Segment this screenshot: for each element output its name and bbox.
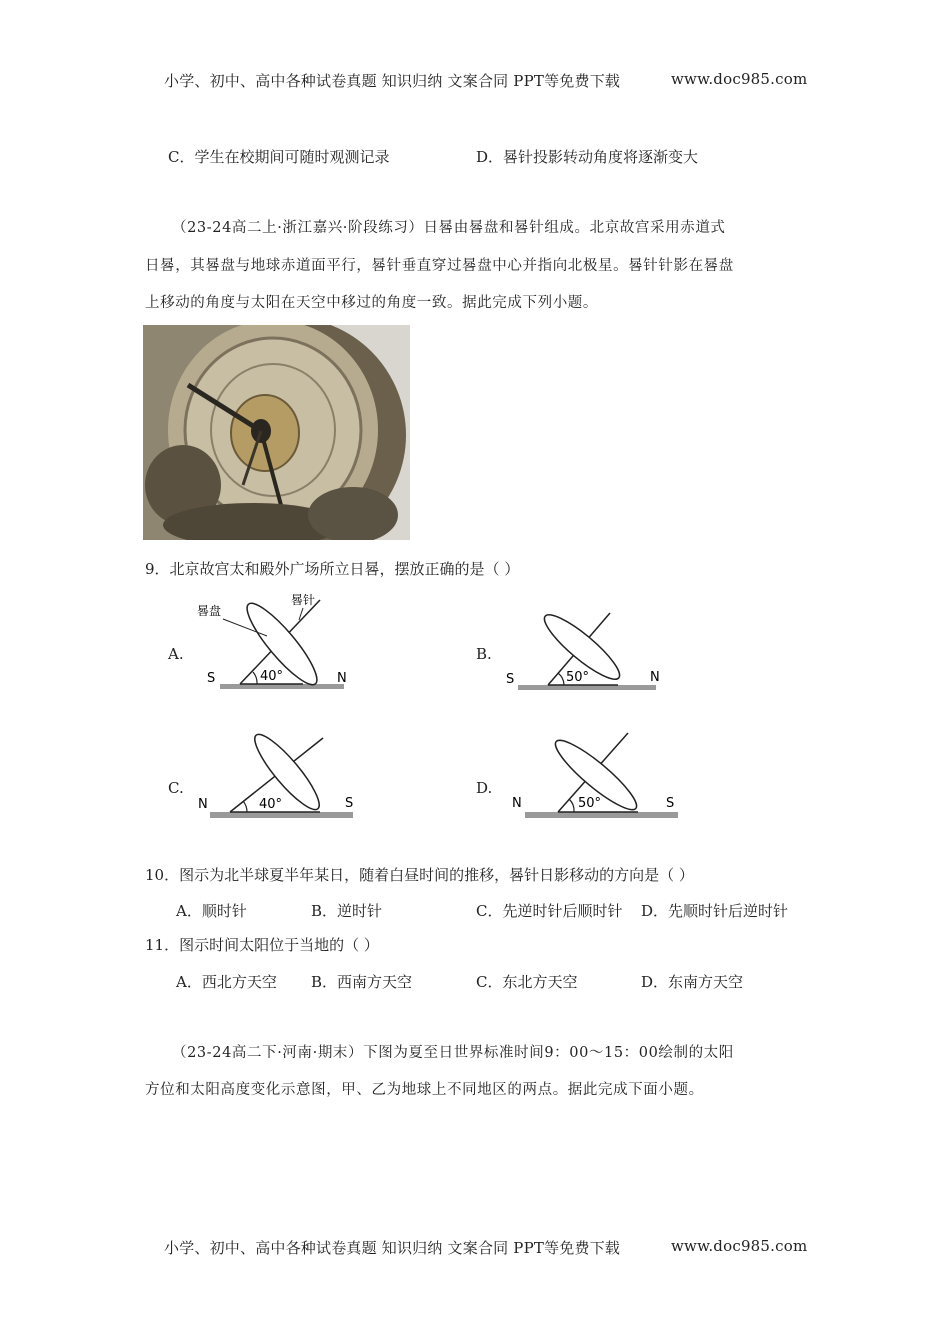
label-right: S	[345, 796, 354, 811]
q9-option-c-letter[interactable]: C.	[168, 779, 184, 797]
q9-option-b-letter[interactable]: B.	[476, 645, 492, 663]
passage1-line3: 上移动的角度与太阳在天空中移过的角度一致。据此完成下列小题。	[145, 295, 598, 311]
q11-stem: 11．图示时间太阳位于当地的（ ）	[145, 936, 379, 954]
label-left: S	[506, 672, 515, 687]
angle-label: 50°	[578, 796, 602, 811]
label-right: S	[666, 796, 675, 811]
q9-option-c-diagram	[195, 728, 360, 828]
sundial-photo	[143, 325, 410, 540]
sundial-illustration	[143, 325, 410, 540]
q9-option-d-letter[interactable]: D.	[476, 779, 493, 797]
q9-stem: 9．北京故宫太和殿外广场所立日晷，摆放正确的是（ ）	[145, 560, 520, 578]
q11-option-c[interactable]: C．东北方天空	[476, 973, 578, 991]
label-left: N	[512, 796, 522, 811]
passage1-line2: 日晷，其晷盘与地球赤道面平行，晷针垂直穿过晷盘中心并指向北极星。晷针针影在晷盘	[145, 258, 734, 274]
q10-option-c[interactable]: C．先逆时针后顺时针	[476, 902, 623, 920]
pin-label: 晷针	[291, 593, 316, 607]
q11-option-b[interactable]: B．西南方天空	[311, 973, 413, 991]
passage2-line1: （23-24高二下·河南·期末）下图为夏至日世界标准时间9：00～15：00绘制的太阳	[172, 1045, 734, 1061]
q9-option-b-diagram	[500, 605, 670, 700]
q9-option-a-diagram	[195, 588, 355, 698]
passage2-line2: 方位和太阳高度变化示意图，甲、乙为地球上不同地区的两点。据此完成下面小题。	[145, 1082, 704, 1098]
q10-stem: 10．图示为北半球夏半年某日，随着白昼时间的推移，晷针日影移动的方向是（ ）	[145, 866, 694, 884]
passage1-line1: （23-24高二上·浙江嘉兴·阶段练习）日晷由晷盘和晷针组成。北京故宫采用赤道式	[172, 220, 726, 236]
ground	[210, 812, 353, 818]
label-left: S	[207, 671, 216, 686]
q11-option-a[interactable]: A．西北方天空	[176, 973, 277, 991]
angle-label: 40°	[259, 797, 283, 812]
footer-url[interactable]: www.doc985.com	[671, 1237, 808, 1255]
prev-option-d: D．晷针投影转动角度将逐渐变大	[476, 148, 699, 166]
page-footer	[164, 1237, 620, 1258]
q9-option-d-diagram	[508, 728, 683, 828]
prev-option-c: C．学生在校期间可随时观测记录	[168, 148, 390, 166]
q11-option-d[interactable]: D．东南方天空	[641, 973, 744, 991]
header-text: 小学、初中、高中各种试卷真题 知识归纳 文案合同 PPT等免费下载	[164, 72, 621, 90]
q9-option-a-letter[interactable]: A.	[168, 645, 184, 663]
angle-label: 50°	[566, 670, 590, 685]
ground	[525, 812, 678, 818]
plate-label: 晷盘	[197, 604, 222, 618]
footer-text: 小学、初中、高中各种试卷真题 知识归纳 文案合同 PPT等免费下载	[164, 1239, 621, 1257]
q10-option-b[interactable]: B．逆时针	[311, 902, 383, 920]
page-header	[164, 70, 620, 91]
label-right: N	[337, 671, 347, 686]
label-right: N	[650, 670, 660, 685]
label-left: N	[198, 797, 208, 812]
angle-label: 40°	[260, 669, 284, 684]
q10-option-d[interactable]: D．先顺时针后逆时针	[641, 902, 789, 920]
header-url[interactable]: www.doc985.com	[671, 70, 808, 88]
q10-option-a[interactable]: A．顺时针	[176, 902, 247, 920]
